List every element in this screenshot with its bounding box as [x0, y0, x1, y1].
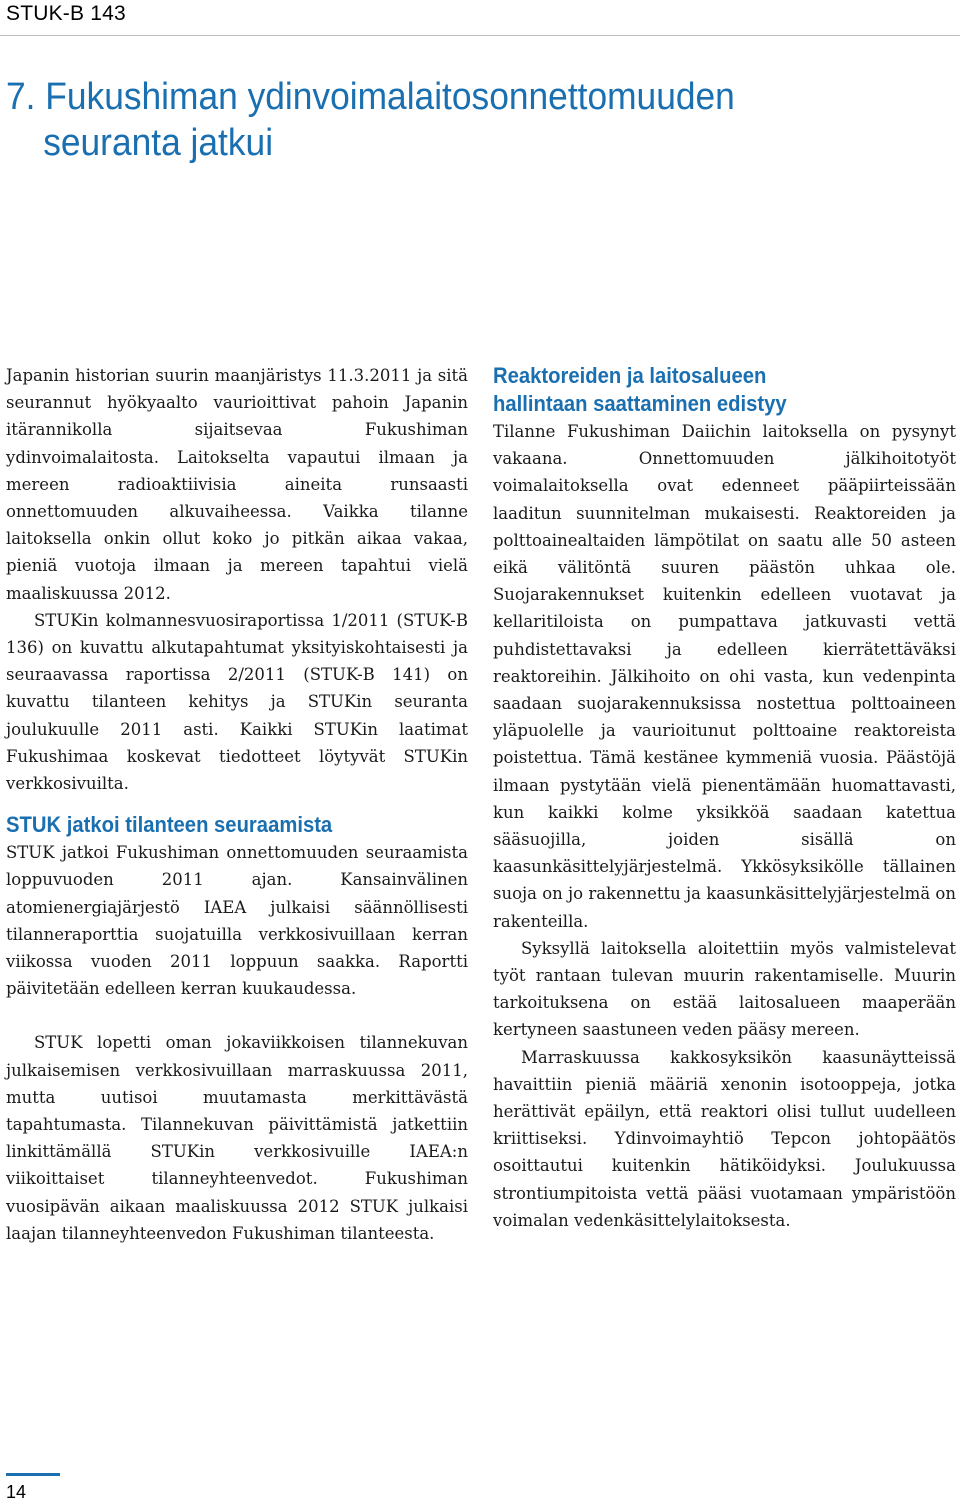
right-paragraph-1: Tilanne Fukushiman Daiichin laitoksella on pysynyt vakaana. Onnettomuuden jälkihoitotyöt voimalaitoksella ovat edenneet pääpiirteissään laaditun suunnitelman mukaisesti. Reaktoreiden ja polttoainealtaiden lämpötilat on saatu alle 50 asteen eikä välitöntä suuren päästön uhkaa ole. Suojarakennukset kuitenkin edelleen vuotavat ja kellaritiloista on pumpattava jatkuvasti vettä puhdistettavaksi ja edelleen kierrätettäväksi reaktoreihin. Jälkihoito on ohi vasta, kun vedenpinta saadaan suojarakennuksissa nostettua polttoaineen yläpuolelle ja vaurioitunut polttoaine reaktoreista poistettua. Tämä kestänee kymmeniä vuosia. Päästöjä ilmaan pystytään vielä pienentämään huomattavasti, kun kaikki kolme yksikköä saadaan katettua sääsuojilla, joiden sisällä on kaasunkäsittelyjärjestelmä. Ykkösyksikölle tällainen suoja on jo rakennettu ja kaasunkäsittelyjärjestelmä on rakenteilla. [493, 422, 956, 931]
chapter-title-line-2: seuranta jatkui [43, 122, 274, 164]
left-paragraph-1: Japanin historian suurin maanjäristys 11.3.2011 ja sitä seurannut hyökyaalto vaurioittivat pahoin Japanin itärannikolla sijaitsevaa Fukushiman ydinvoimalaitosta. Laitokselta vapautui ilmaan ja mereen radioaktiivisia aineita runsaasti onnettomuuden alkuvaiheessa. Vaikka tilanne laitoksella onkin ollut koko jo pitkän aikaa vakaa, pieniä vuotoja ilmaan ja mereen tapahtui vielä maaliskuussa 2012. [6, 366, 468, 603]
series-label: STUK-B 143 [6, 2, 126, 25]
section-heading-stuk-monitoring: STUK jatkoi tilanteen seuraamista [6, 812, 333, 838]
left-column [6, 362, 468, 1247]
right-column [493, 362, 956, 1234]
section-heading-reactor-control [493, 362, 919, 418]
page-number: 14 [6, 1482, 27, 1502]
section-heading-line-2: hallintaan saattaminen edistyy [493, 391, 787, 416]
right-paragraph-3: Marraskuussa kakkosyksikön kaasunäytteissä havaittiin pieniä määriä xenonin isotooppeja, jotka herättivät epäilyn, että reaktori olisi tullut uudelleen kriittiseksi. Ydinvoimayhtiö Tepcon johtopäätös osoittautui kuitenkin hätiköidyksi. Joulukuussa strontiumpitoista vettä pääsi vuotamaan ympäristöön voimalan vedenkäsittelylaitoksesta. [493, 1047, 956, 1230]
left-paragraph-3: STUK jatkoi Fukushiman onnettomuuden seuraamista loppuvuoden 2011 ajan. Kansainvälinen atomienergiajärjestö IAEA julkaisi säännöllisesti tilanneraporttia suojatuilla verkkosivuillaan kerran viikossa vuoden 2011 loppuun saakka. Raportti päivitetään edelleen kerran kuukaudessa. [6, 843, 468, 999]
chapter-title-line-1: 7. Fukushiman ydinvoimalaitosonnettomuuden [6, 76, 735, 118]
chapter-title [6, 74, 843, 166]
right-paragraph-2: Syksyllä laitoksella aloitettiin myös valmistelevat työt rantaan tulevan muurin rakentamiselle. Muurin tarkoituksena on estää laitosalueen maaperään kertyneen saastuneen veden pääsy mereen. [493, 938, 956, 1040]
left-paragraph-4: STUK lopetti oman jokaviikkoisen tilannekuvan julkaisemisen verkkosivuillaan marraskuussa 2011, mutta uutisoi muutamasta merkittävästä tapahtumasta. Tilannekuvan päivittämistä jatkettiin linkittämällä STUKin verkkosivuille IAEA:n viikoittaiset tilanneyhteenvedot. Fukushiman vuosipävän aikaan maaliskuussa 2012 STUK julkaisi laajan tilanneyhteenvedon Fukushiman tilanteesta. [6, 1033, 468, 1243]
left-paragraph-2: STUKin kolmannesvuosiraportissa 1/2011 (STUK-B 136) on kuvattu alkutapahtumat yksityiskohtaisesti ja seuraavassa raportissa 2/2011 (STUK-B 141) on kuvattu tilanteen kehitys ja STUKin seuranta joulukuulle 2011 asti. Kaikki STUKin laatimat Fukushimaa koskevat tiedotteet löytyvät STUKin verkkosivuilta. [6, 610, 468, 794]
section-heading-line-1: Reaktoreiden ja laitosalueen [493, 363, 767, 388]
footer-accent-rule [6, 1473, 60, 1476]
header-rule [0, 35, 960, 36]
